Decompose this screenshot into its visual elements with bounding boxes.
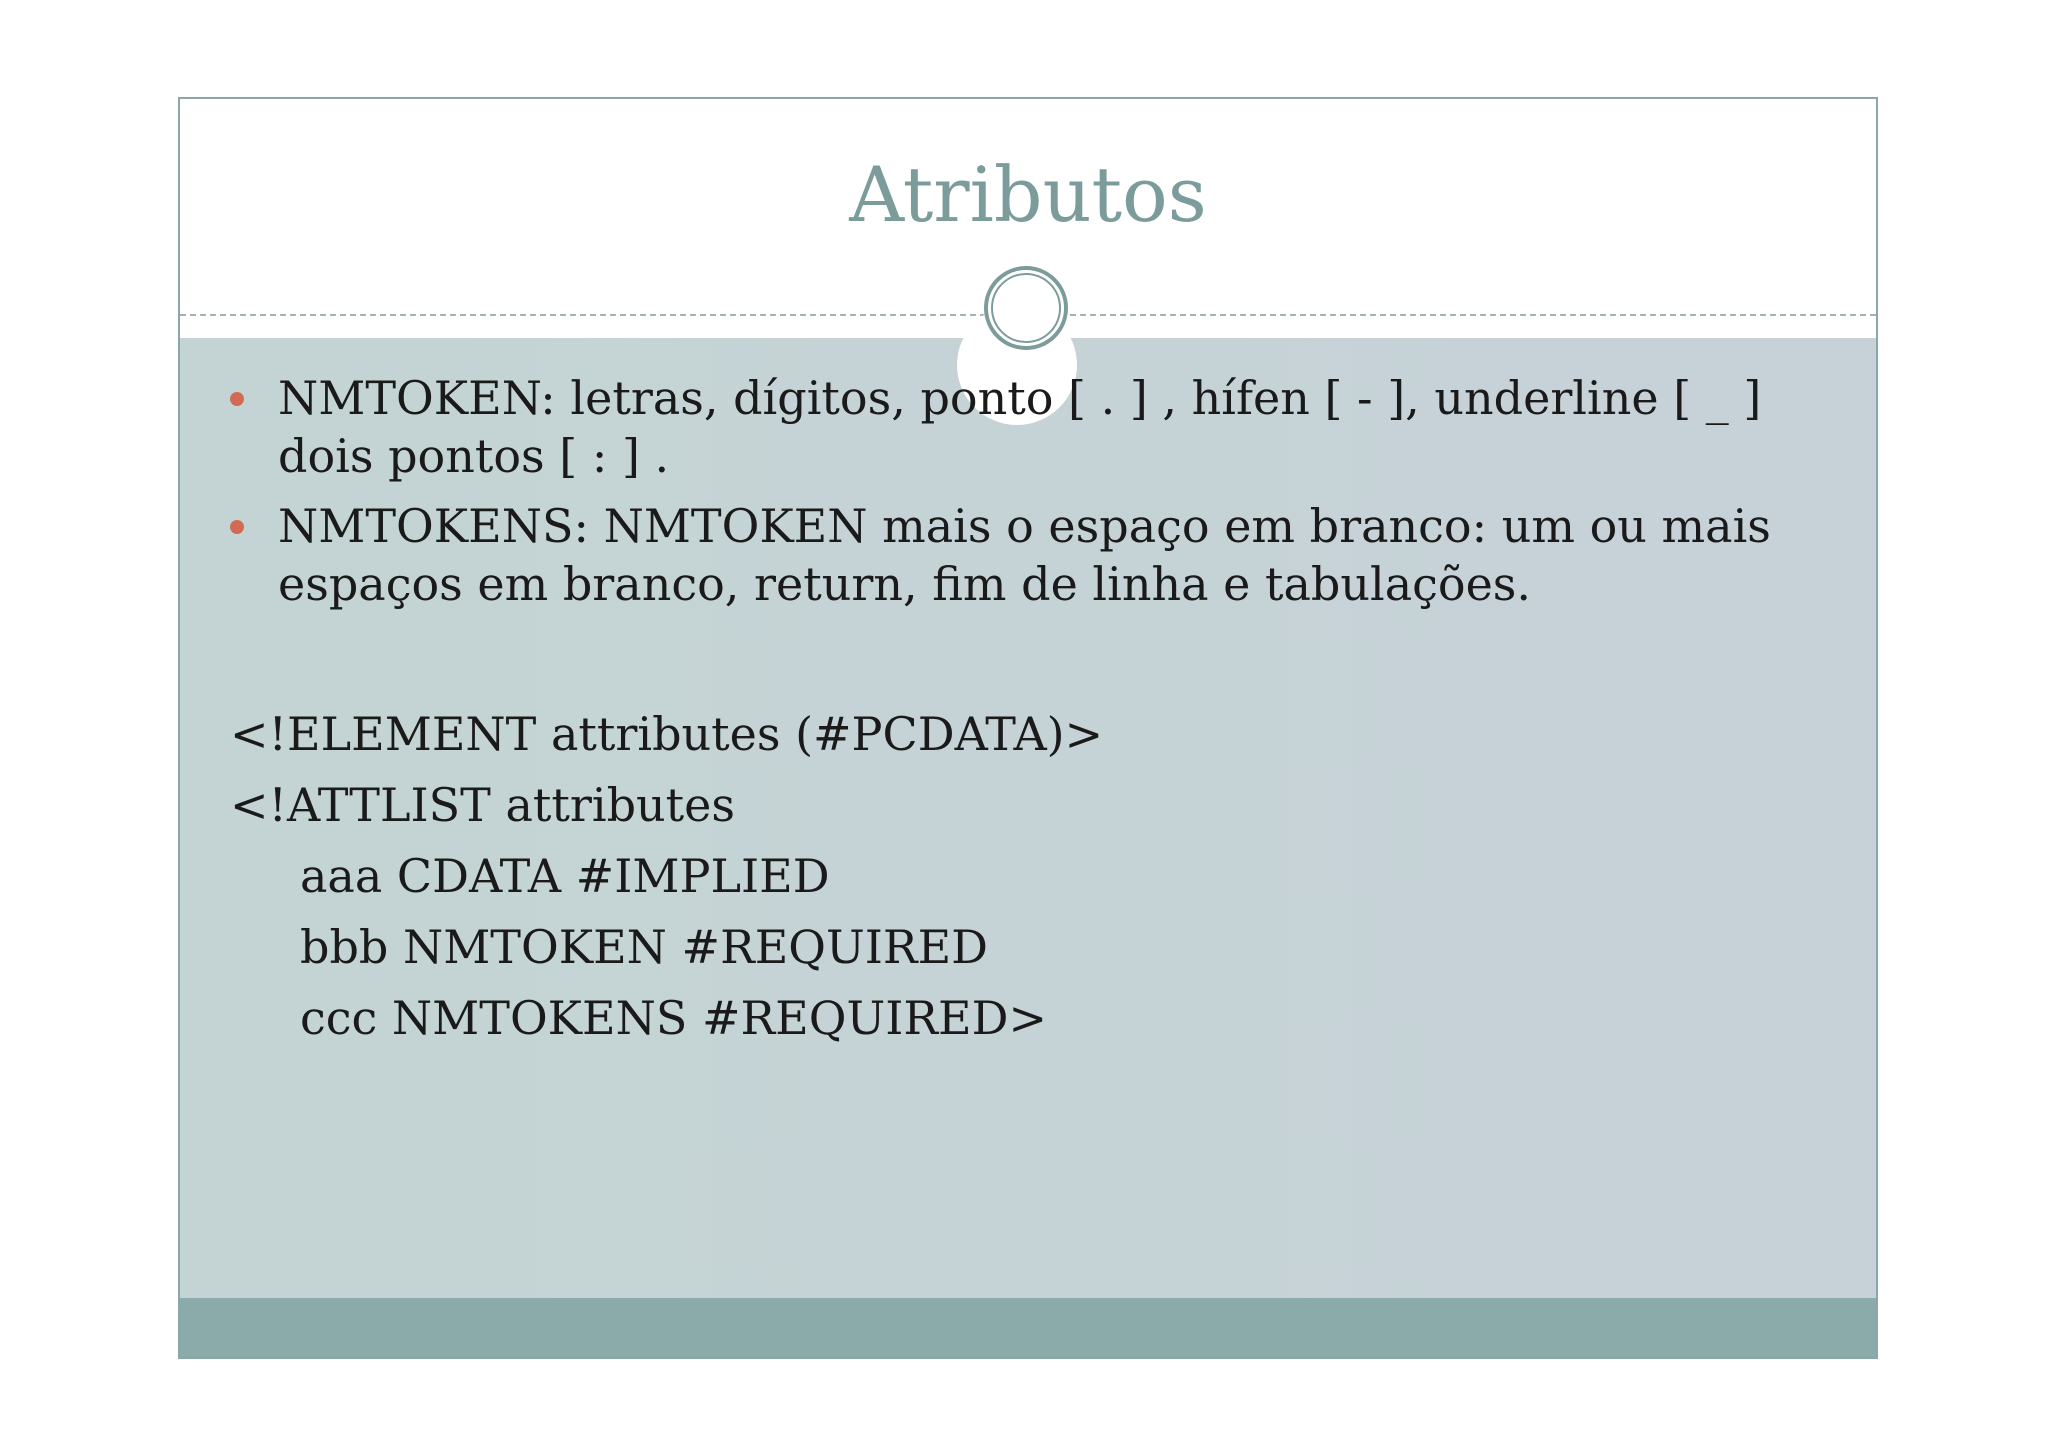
bullet-list [230,369,1810,625]
footer-bar [180,1298,1876,1359]
code-line: <!ATTLIST attributes [230,778,735,832]
slide [178,97,1878,1359]
bullet-text: NMTOKEN: letras, dígitos, ponto [ . ] , hífen [ - ], underline [ _ ] dois pontos [ : ] . [278,371,1762,483]
dtd-code-block [230,699,1103,1054]
bullet-item [230,497,1810,613]
code-line: bbb NMTOKEN #REQUIRED [300,920,989,974]
bullet-item [230,369,1810,485]
slide-title: Atributos [849,150,1207,239]
bullet-text: NMTOKENS: NMTOKEN mais o espaço em branco: um ou mais espaços em branco, return, fim de linha e tabulações. [278,499,1771,611]
code-line: <!ELEMENT attributes (#PCDATA)> [230,707,1104,761]
divider-circle-inner-ring [991,273,1061,343]
code-line: ccc NMTOKENS #REQUIRED> [300,991,1048,1045]
bullet-dot-icon [230,520,244,534]
bullet-dot-icon [230,392,244,406]
code-line: aaa CDATA #IMPLIED [300,849,830,903]
